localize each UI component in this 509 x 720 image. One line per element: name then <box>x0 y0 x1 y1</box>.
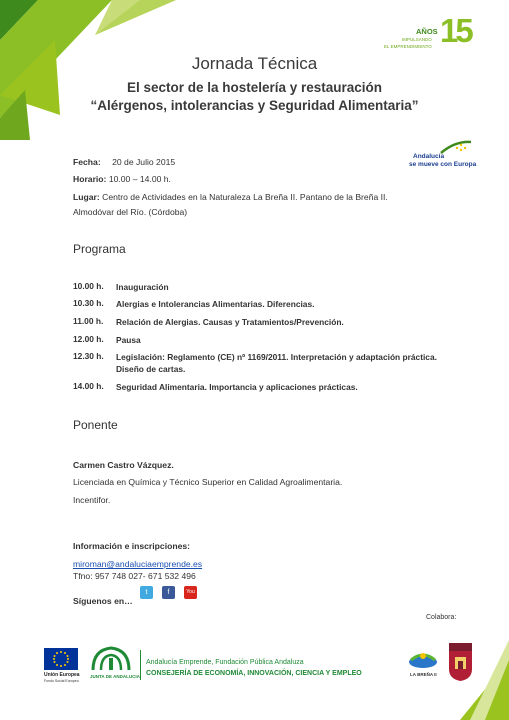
andalucia-europa-badge <box>409 139 477 171</box>
programa-desc: Inauguración <box>116 282 169 292</box>
contacto-heading: Información e inscripciones: <box>73 541 190 551</box>
logo-tagline-1: IMPULSANDO <box>402 37 432 42</box>
horario-label: Horario: <box>73 174 107 184</box>
contact-email-link[interactable]: miroman@andaluciaemprende.es <box>73 559 203 569</box>
org-name: Andalucía Emprende, Fundación Pública Andaluza <box>146 659 304 666</box>
eu-label: Unión Europea <box>44 672 80 678</box>
logo-years: AÑOS <box>416 27 438 36</box>
ponente-name: Carmen Castro Vázquez. <box>73 460 174 470</box>
fecha-label: Fecha: <box>73 157 101 167</box>
programa-time: 12.00 h. <box>73 334 104 344</box>
programa-time: 10.00 h. <box>73 281 104 291</box>
programa-desc: Seguridad Alimentaria. Importancia y aplicaciones prácticas. <box>116 382 358 392</box>
programa-item <box>73 316 443 328</box>
programa-desc: Alergias e Intolerancias Alimentarias. Diferencias. <box>116 299 315 309</box>
junta-andalucia-logo <box>89 646 133 672</box>
follow-label: Síguenos en… <box>73 596 133 606</box>
eu-flag <box>44 648 78 670</box>
colabora-label: Colabora: <box>426 614 457 621</box>
logo-tagline-2: EL EMPRENDIMIENTO <box>384 44 432 49</box>
consejeria-name: CONSEJERÍA DE ECONOMÍA, INNOVACIÓN, CIENCIA Y EMPLEO <box>146 670 362 677</box>
lugar-value: Centro de Actividades en la Naturaleza La Breña II. Pantano de la Breña II. <box>102 192 388 202</box>
badge-line-1: Andalucía <box>413 153 445 160</box>
programa-desc: Legislación: Reglamento (CE) nº 1169/2011. Interpretación y adaptación práctica. Diseño de cartas. <box>116 352 437 374</box>
programa-time: 10.30 h. <box>73 298 104 308</box>
lugar-label: Lugar: <box>73 192 100 202</box>
footer-divider <box>140 650 141 680</box>
programa-time: 11.00 h. <box>73 316 104 326</box>
programa-desc: Relación de Alergias. Causas y Tratamientos/Prevención. <box>116 317 344 327</box>
star-swoosh-icon <box>439 139 473 155</box>
fifteen-years-logo <box>384 14 484 54</box>
eu-stars-icon <box>44 648 78 670</box>
programa-time: 12.30 h. <box>73 351 104 361</box>
eu-sublabel: Fondo Social Europeo <box>44 679 79 683</box>
ponente-credentials: Licenciada en Química y Técnico Superior en Calidad Agroalimentaria. <box>73 477 343 487</box>
la-brena-label: LA BREÑA II <box>410 672 437 677</box>
ponente-heading: Ponente <box>73 418 118 432</box>
badge-line-2: se mueve con Europa <box>409 161 477 168</box>
programa-item <box>73 281 443 293</box>
fecha-row <box>73 157 175 167</box>
programa-time: 14.00 h. <box>73 381 104 391</box>
junta-label: JUNTA DE ANDALUCIA <box>90 674 140 679</box>
subtitle-sector: El sector de la hostelería y restauración <box>126 80 383 95</box>
horario-value: 10.00 – 14.00 h. <box>108 174 171 184</box>
contact-phone: Tfno: 957 748 027- 671 532 496 <box>73 571 196 581</box>
facebook-icon[interactable]: f <box>162 586 175 599</box>
ponente-affiliation: Incentifor. <box>73 495 111 505</box>
page-title: Jornada Técnica <box>191 54 318 73</box>
logo-number: 15 <box>440 12 471 49</box>
lugar-row-2: Almodóvar del Río. (Córdoba) <box>73 207 188 217</box>
municipal-coat-of-arms-icon <box>447 643 474 681</box>
horario-row <box>73 174 171 184</box>
twitter-icon[interactable]: t <box>140 586 153 599</box>
programa-heading: Programa <box>73 242 126 256</box>
programa-item <box>73 298 443 310</box>
programa-item <box>73 381 443 393</box>
subtitle-topic: “Alérgenos, intolerancias y Seguridad Alimentaria” <box>90 98 419 113</box>
lugar-row <box>73 192 443 202</box>
programa-desc: Pausa <box>116 335 141 345</box>
la-brena-logo <box>408 650 438 670</box>
programa-item <box>73 351 443 375</box>
youtube-icon[interactable]: You <box>184 586 197 599</box>
fecha-value: 20 de Julio 2015 <box>112 157 176 167</box>
programa-item <box>73 334 443 346</box>
